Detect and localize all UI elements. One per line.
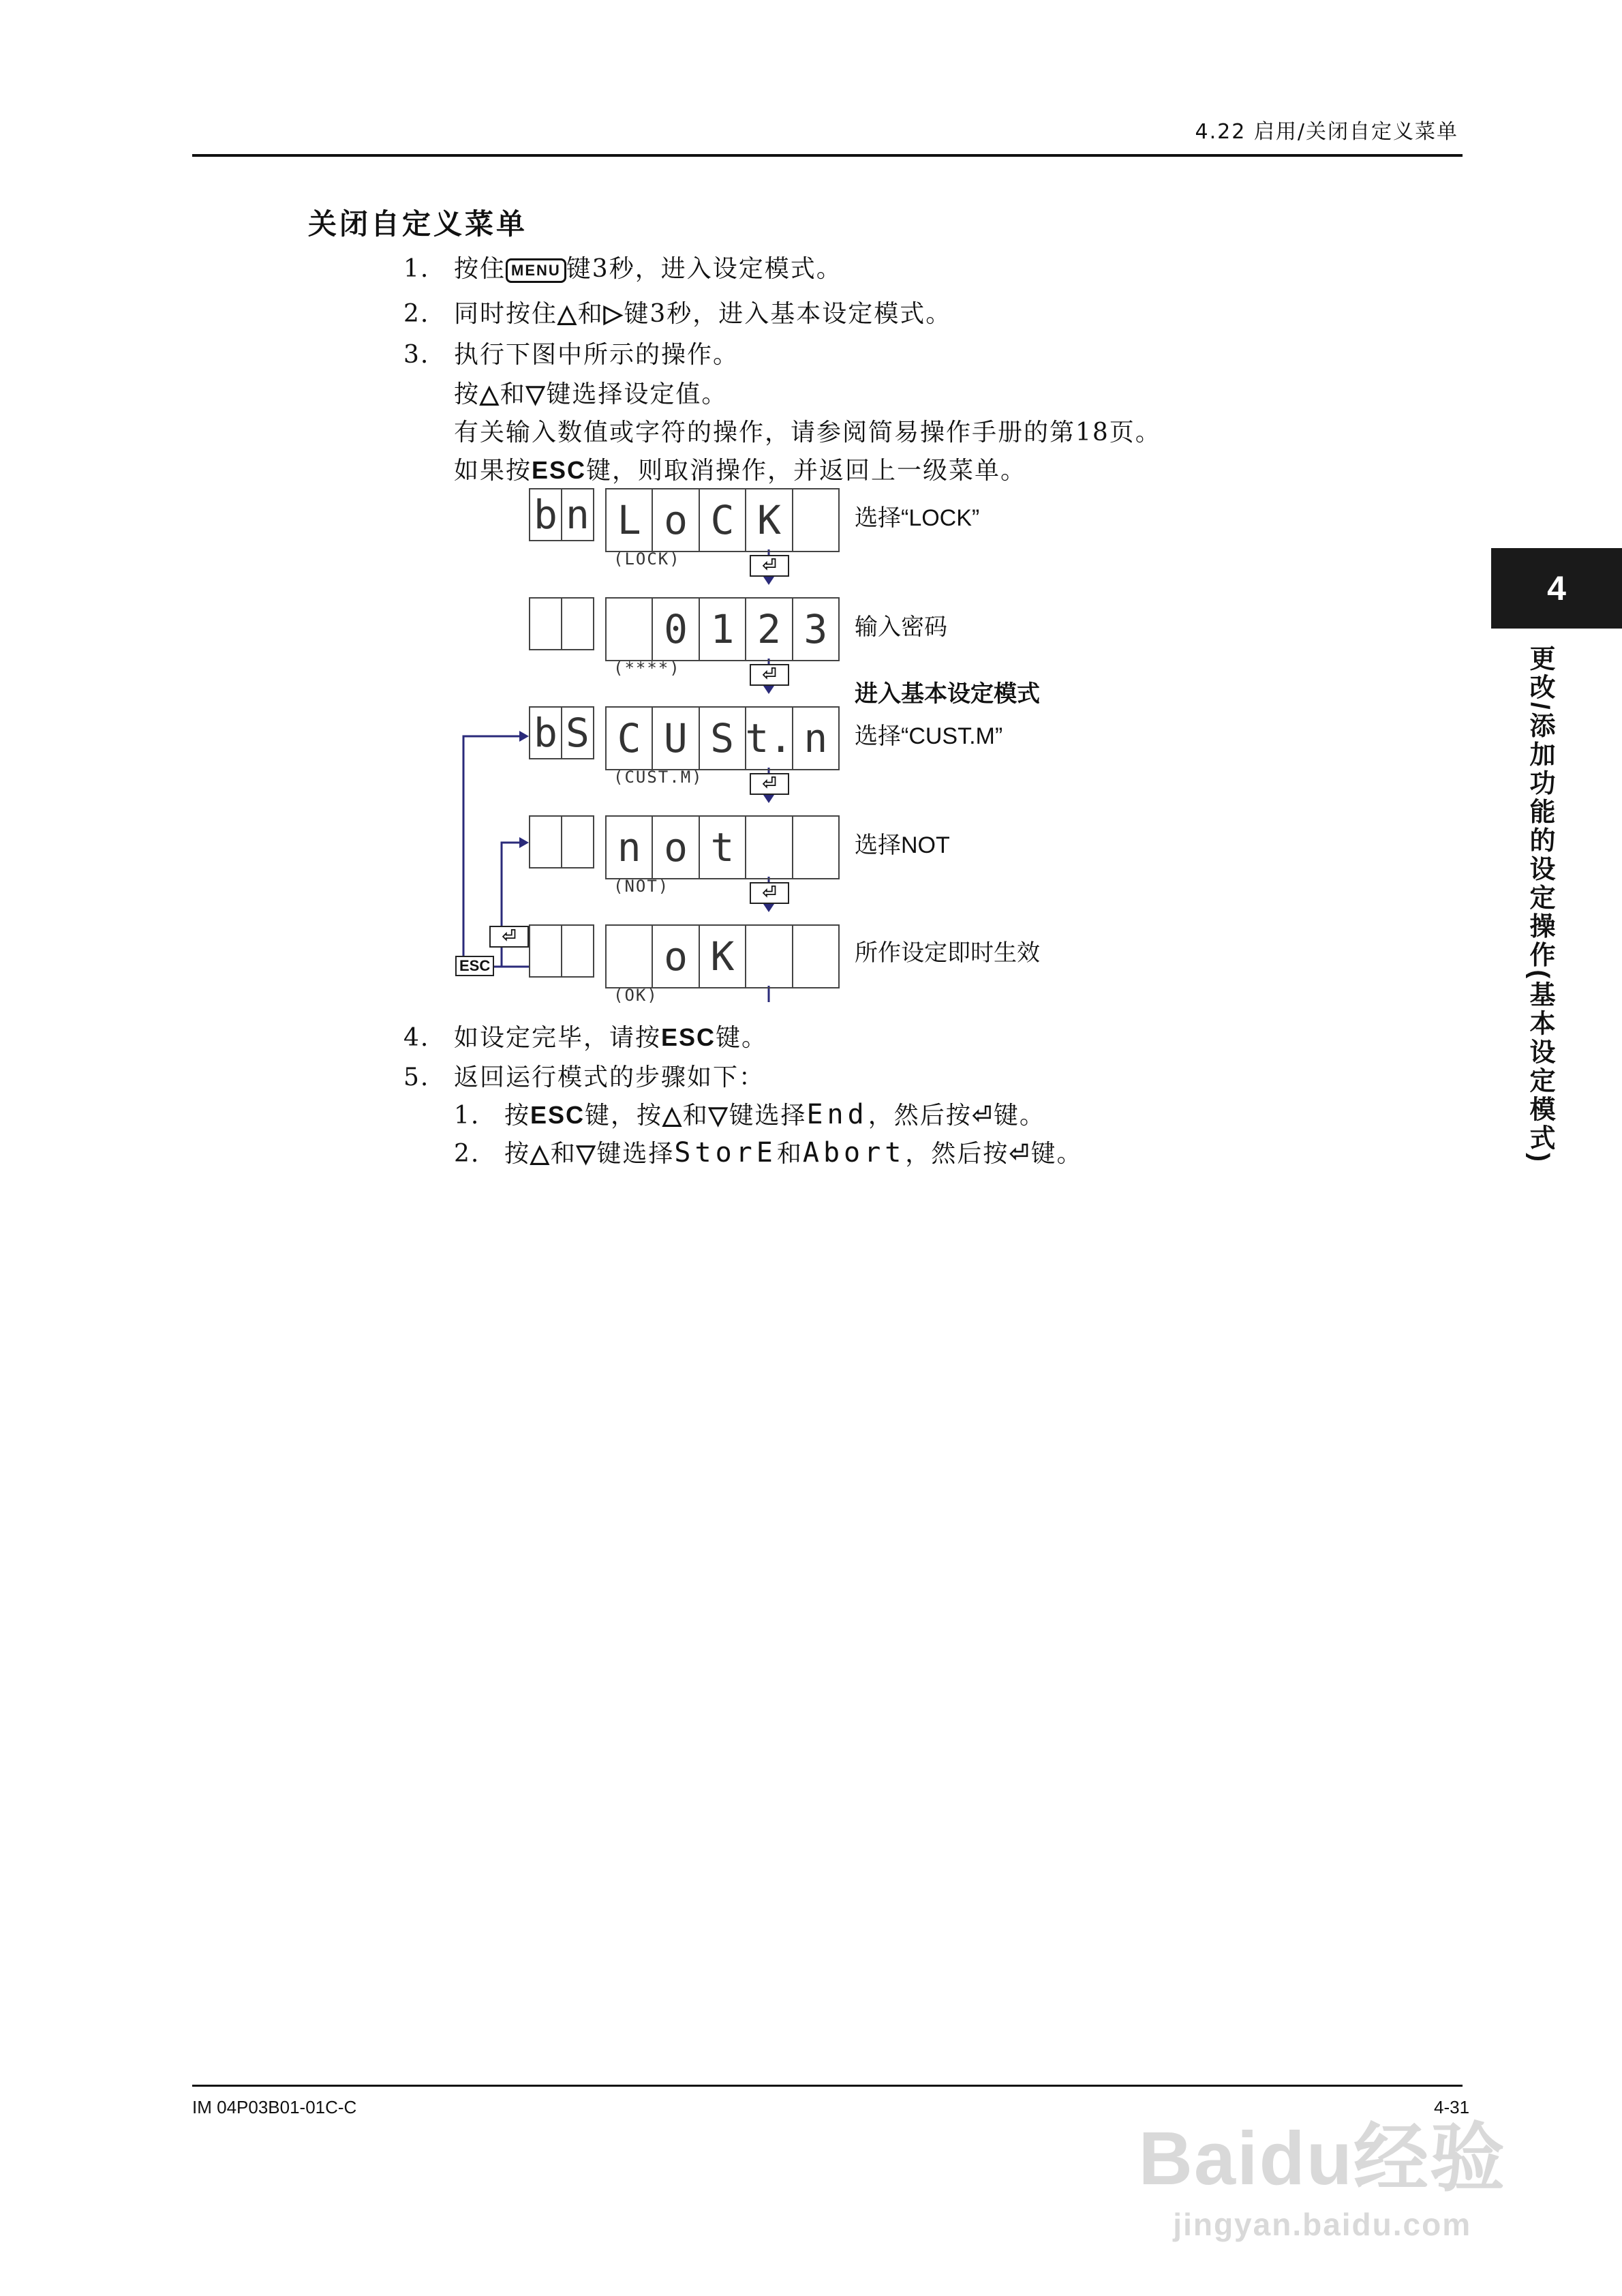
lcd-caption: (NOT) (613, 877, 670, 896)
row-label: 输入密码 (855, 614, 947, 640)
step-3-line-4: 如果按ESC键，则取消操作，并返回上一级菜单。 (454, 456, 1027, 485)
enter-key-icon: ⏎ (971, 1102, 994, 1130)
esc-return-arrow-2 (502, 843, 529, 967)
doc-id: IM 04P03B01-01C-C (192, 2097, 357, 2117)
row-label: 选择NOT (855, 832, 950, 858)
step-number: 3. (403, 341, 430, 369)
lcd-left-row-3: b S (529, 706, 594, 759)
lcd-left-row-5 (529, 924, 594, 978)
lcd-left-row-1: b n (529, 488, 594, 541)
step-2: 2. 同时按住△和▷键3秒，进入基本设定模式。 (403, 299, 952, 328)
lcd-caption: (OK) (613, 986, 658, 1005)
lcd-caption: (CUST.M) (613, 768, 703, 787)
enter-key-icon: ⏎ (1009, 1140, 1031, 1168)
lcd-main-row-1: L o C K (605, 488, 840, 552)
lcd-main-row-5: o K (605, 924, 840, 988)
down-arrow-icon: ▽ (525, 380, 547, 408)
step-1: 1. 按住 MENU 键3秒，进入设定模式。 (403, 255, 842, 283)
chapter-tab: 4 (1491, 548, 1622, 629)
mode-label: 进入基本设定模式 (855, 681, 1040, 707)
footer-rule (192, 2085, 1463, 2087)
up-arrow-icon: △ (530, 1139, 551, 1167)
step-3-line-3: 有关输入数值或字符的操作，请参阅简易操作手册的第18页。 (454, 419, 1161, 447)
step-number: 1. (403, 255, 430, 283)
lcd-left-row-2 (529, 597, 594, 650)
watermark-brand: Baidu经验 (1138, 2117, 1506, 2201)
down-arrow-icon: ▽ (708, 1101, 729, 1129)
esc-key-label: ESC (661, 1023, 716, 1051)
segment-text-abort: Abort (802, 1137, 906, 1168)
row-label: 选择“CUST.M” (855, 723, 1003, 749)
row-label: 所作设定即时生效 (855, 940, 1040, 966)
lcd-caption: (****) (613, 659, 681, 678)
lcd-main-row-3: C U S t. n (605, 706, 840, 770)
up-arrow-icon: △ (557, 299, 578, 327)
enter-key-icon: ⏎ (750, 664, 789, 686)
up-arrow-icon: △ (480, 380, 500, 408)
baidu-watermark (1138, 2098, 1506, 2243)
step-5: 5. 返回运行模式的步骤如下： (403, 1063, 765, 1091)
step-4: 4. 如设定完毕，请按ESC键。 (403, 1023, 768, 1052)
step-5-sub-1: 1. 按ESC键，按△和▽键选择End，然后按⏎键。 (454, 1099, 1045, 1130)
running-header: 4.22 启用/关闭自定义菜单 (1195, 120, 1458, 144)
section-title: 关闭自定义菜单 (308, 207, 528, 241)
segment-text-end: End (806, 1099, 868, 1130)
esc-key-label: ESC (532, 456, 587, 484)
lcd-main-row-2: 0 1 2 3 (605, 597, 840, 661)
step-3-line-2: 按△和▽键选择设定值。 (454, 380, 728, 408)
enter-key-icon: ⏎ (750, 773, 789, 795)
operation-diagram (0, 0, 1622, 1023)
step-number: 5. (403, 1063, 430, 1091)
right-arrow-icon: ▷ (603, 299, 624, 327)
down-arrow-icon: ▽ (576, 1139, 597, 1167)
step-number: 4. (403, 1024, 430, 1052)
chapter-title-vertical: 更改/添加功能的设定操作(基本设定模式) (1525, 645, 1554, 1164)
menu-key-icon: MENU (506, 258, 566, 283)
lcd-main-row-4: n o t (605, 815, 840, 879)
page-number: 4-31 (1434, 2097, 1470, 2117)
enter-key-icon: ⏎ (489, 926, 529, 948)
enter-key-icon: ⏎ (750, 555, 789, 577)
step-3: 3. 执行下图中所示的操作。 (403, 341, 739, 369)
enter-key-icon: ⏎ (750, 882, 789, 904)
row-label: 选择“LOCK” (855, 505, 980, 531)
esc-key-icon: ESC (455, 956, 494, 976)
watermark-url: jingyan.baidu.com (1173, 2207, 1472, 2242)
lcd-caption: (LOCK) (613, 549, 681, 569)
esc-key-label: ESC (530, 1101, 585, 1129)
step-number: 2. (403, 300, 430, 328)
up-arrow-icon: △ (662, 1101, 683, 1129)
lcd-left-row-4 (529, 815, 594, 868)
segment-text-store: StorE (674, 1137, 777, 1168)
step-5-sub-2: 2. 按△和▽键选择StorE和Abort，然后按⏎键。 (454, 1137, 1083, 1168)
